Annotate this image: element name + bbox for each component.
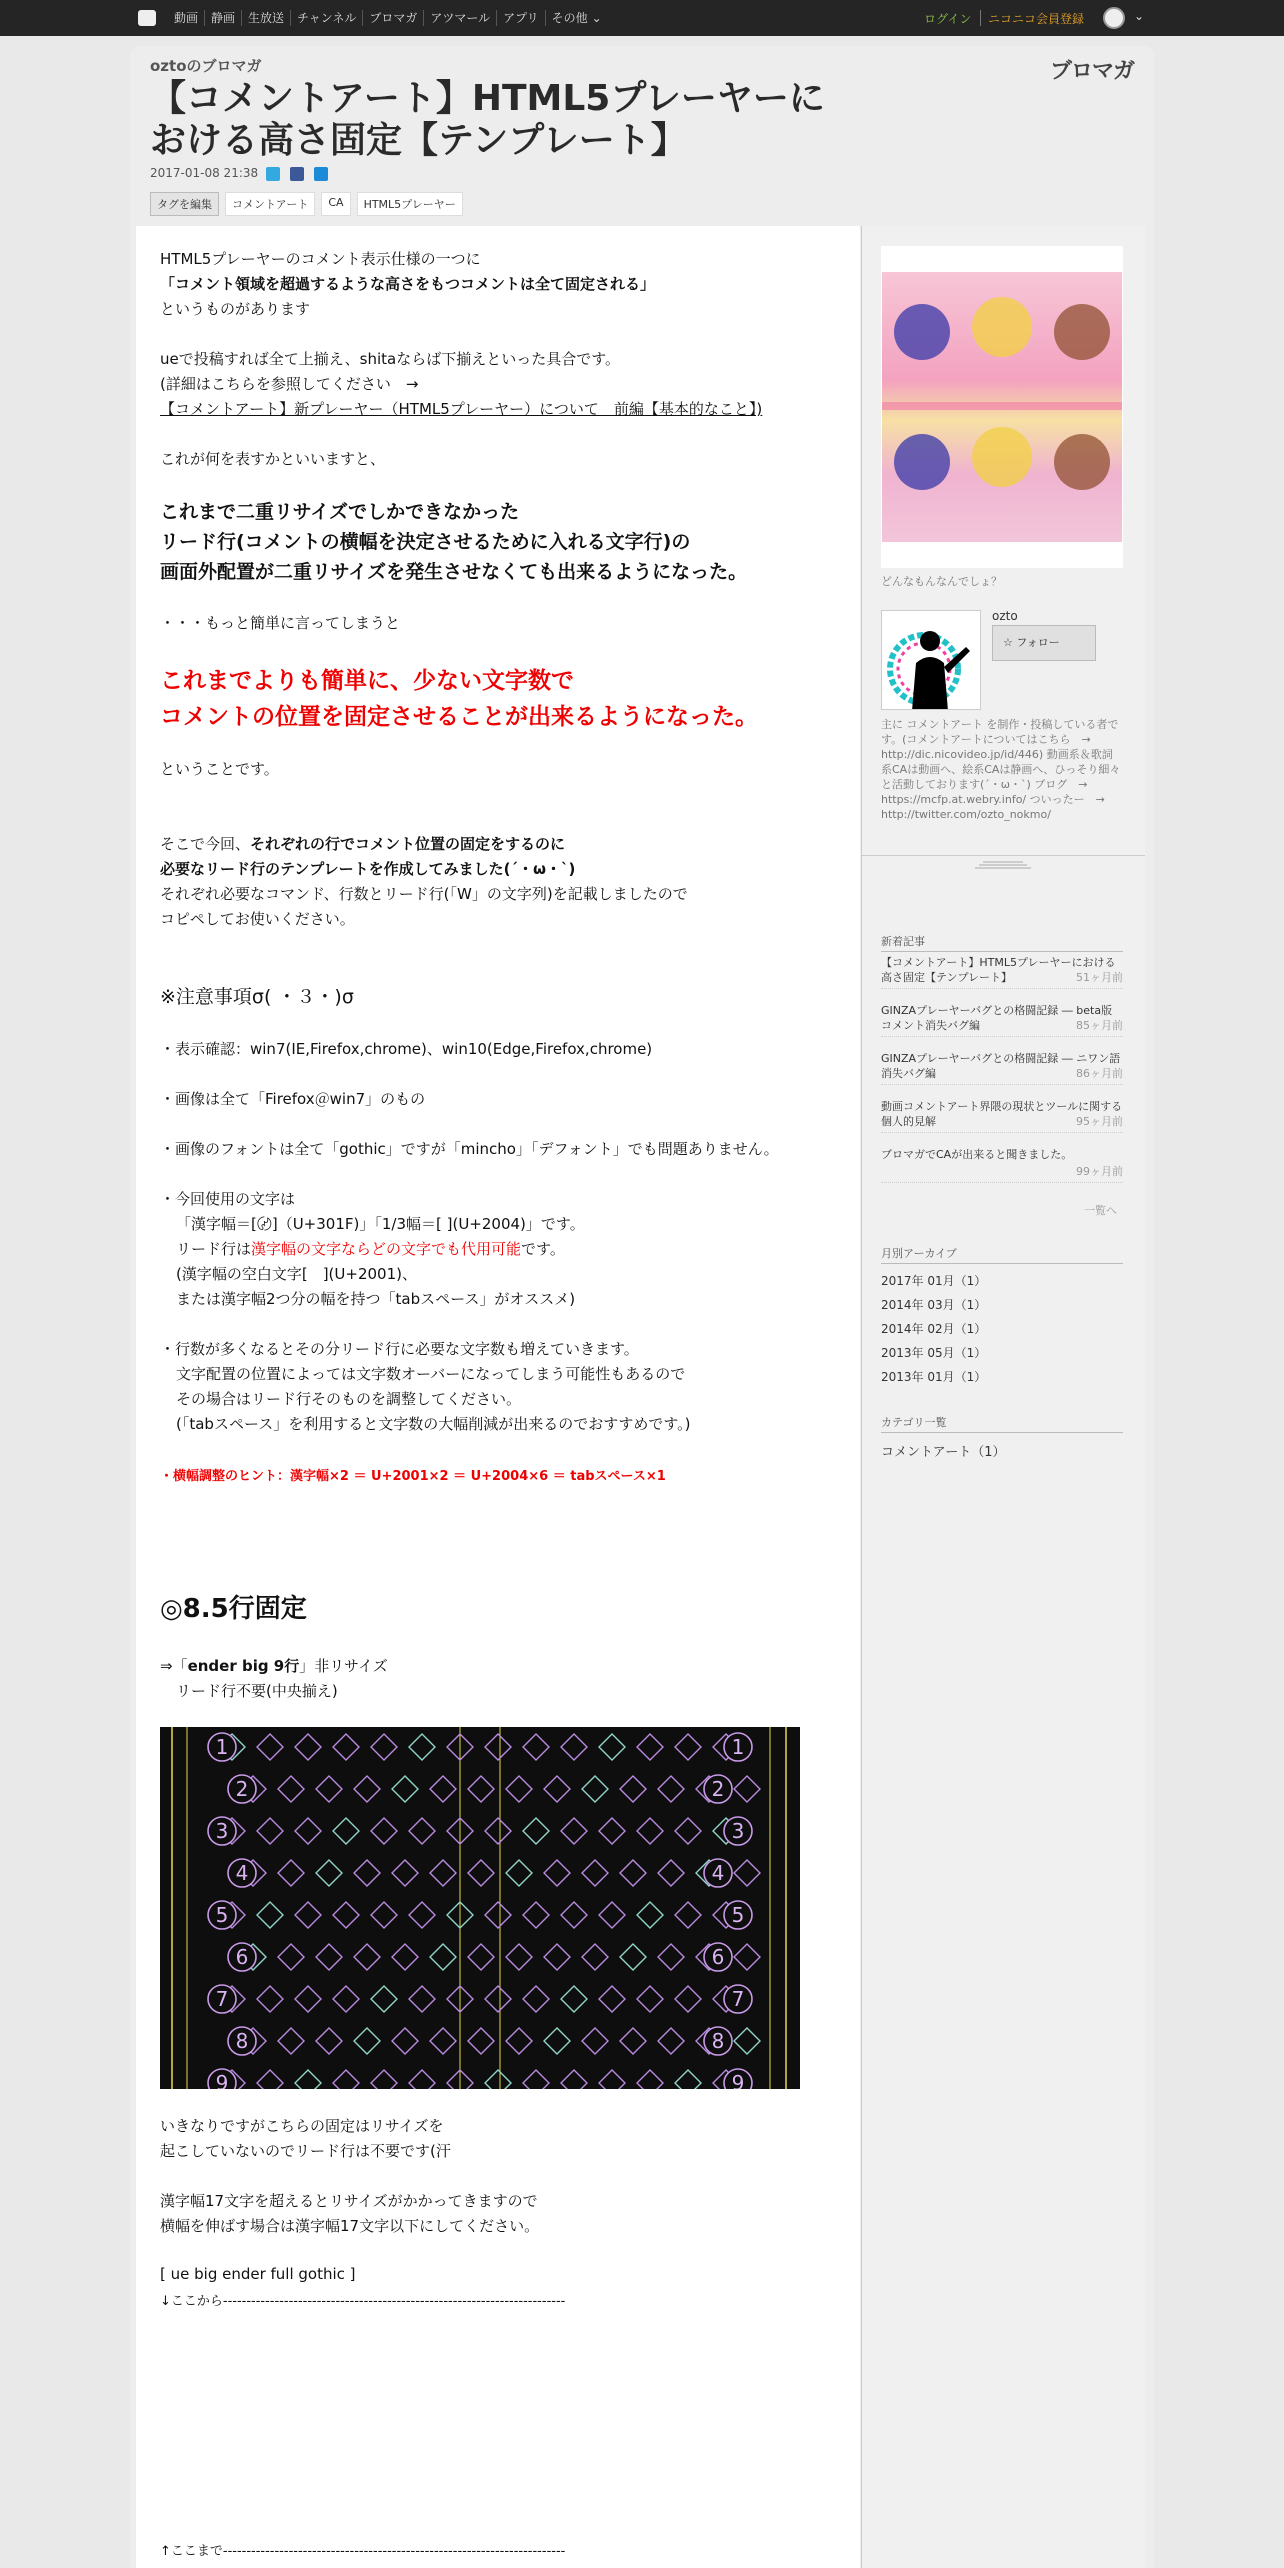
thumbnail-image[interactable] bbox=[882, 272, 1122, 542]
nav-video[interactable]: 動画 bbox=[168, 10, 205, 26]
body-text-part: です。 bbox=[521, 1240, 565, 1258]
sidebar-collapse-handle[interactable] bbox=[861, 855, 1145, 869]
row-number-label: 3 bbox=[731, 1819, 745, 1843]
article-title: GINZAプレーヤーバグとの格闘記録 ― beta版コメント消失バグ編 bbox=[881, 1004, 1113, 1032]
command-text: [ ue big ender full gothic ] bbox=[160, 2265, 356, 2283]
row-number-label: 1 bbox=[215, 1735, 229, 1759]
article-age: 86ヶ月前 bbox=[1076, 1067, 1123, 1080]
nav-live[interactable]: 生放送 bbox=[242, 10, 291, 26]
nav-other[interactable] bbox=[546, 10, 608, 26]
body-text bbox=[160, 1655, 388, 1676]
new-article-item[interactable] bbox=[881, 1099, 1123, 1133]
body-text: または漢字幅2つ分の幅を持つ「tabスペース」がオススメ) bbox=[176, 1290, 576, 1308]
body-text-red: 漢字幅の文字ならどの文字でも代用可能 bbox=[251, 1240, 522, 1258]
row-number-label: 4 bbox=[711, 1861, 725, 1885]
reference-link[interactable]: 【コメントアート】新プレーヤー（HTML5プレーヤー）について 前編【基本的なこと】) bbox=[160, 400, 763, 418]
nav-atsumaru[interactable]: アツマール bbox=[424, 10, 497, 26]
archive-item[interactable]: 2014年 02月（1） bbox=[881, 1322, 987, 1336]
body-text-bold: それぞれの行でコメント位置の固定をするのに bbox=[250, 835, 566, 853]
body-text: (「tabスペース」を利用すると文字数の大幅削減が出来るのでおすすめです。) bbox=[176, 1415, 691, 1433]
body-text: これが何を表すかといいますと、 bbox=[160, 450, 386, 468]
archive-item[interactable]: 2017年 01月（1） bbox=[881, 1274, 987, 1288]
new-article-item[interactable] bbox=[881, 1003, 1123, 1037]
body-text: ・画像は全て「Firefox＠win7」のもの bbox=[160, 1090, 426, 1108]
body-text: リード行(コメントの横幅を決定させるために入れる文字行)の bbox=[160, 531, 691, 553]
see-all-link[interactable]: 一覧へ bbox=[1084, 1204, 1117, 1217]
article-title: GINZAプレーヤーバグとの格闘記録 ― ニワン語消失バグ編 bbox=[881, 1052, 1121, 1080]
row-number-label: 5 bbox=[731, 1903, 745, 1927]
highlight-text: これまでよりも簡単に、少ない文字数で bbox=[160, 668, 574, 694]
register-link[interactable]: ニコニコ会員登録 bbox=[988, 12, 1085, 26]
new-article-item[interactable] bbox=[881, 1147, 1123, 1183]
article-title: ブロマガでCAが出来ると聞きました。 bbox=[881, 1148, 1073, 1161]
profile-silhouette-icon bbox=[882, 611, 981, 710]
profile-name[interactable]: ozto bbox=[992, 609, 1018, 623]
archive-item[interactable]: 2013年 05月（1） bbox=[881, 1346, 987, 1360]
archive-heading: 月別アーカイブ bbox=[881, 1245, 1123, 1264]
row-number-label: 6 bbox=[235, 1945, 249, 1969]
topbar-divider bbox=[980, 10, 981, 26]
article-age: 95ヶ月前 bbox=[1076, 1115, 1123, 1128]
body-text: ・・・もっと簡単に言ってしまうと bbox=[160, 614, 401, 632]
body-text: いきなりですがこちらの固定はリサイズを bbox=[160, 2117, 444, 2135]
notes-heading: ※注意事項σ( ・３・)σ bbox=[160, 986, 354, 1008]
facebook-share-icon[interactable] bbox=[290, 167, 304, 181]
article-age: 99ヶ月前 bbox=[1076, 1165, 1123, 1178]
body-text: 画面外配置が二重リサイズを発生させなくても出来るようになった。 bbox=[160, 561, 748, 583]
chevron-down-icon: ⌄ bbox=[591, 11, 602, 25]
chevron-down-icon[interactable]: ⌄ bbox=[1134, 9, 1145, 23]
row-number-label: 2 bbox=[711, 1777, 725, 1801]
niconico-logo-icon[interactable] bbox=[138, 10, 156, 26]
tag-item[interactable]: HTML5プレーヤー bbox=[357, 192, 463, 216]
body-text: (漢字幅の空白文字[ ](U+2001)、 bbox=[176, 1265, 417, 1283]
row-number-label: 1 bbox=[731, 1735, 745, 1759]
tag-item[interactable]: CA bbox=[321, 192, 350, 216]
nav-app[interactable]: アプリ bbox=[497, 10, 546, 26]
body-text: というものがあります bbox=[160, 300, 311, 318]
article-age: 51ヶ月前 bbox=[1076, 971, 1123, 984]
body-text bbox=[176, 1238, 565, 1259]
body-text: 必要なリード行のテンプレートを作成してみました(´・ω・`) bbox=[160, 860, 576, 878]
body-text: ・行数が多くなるとその分リード行に必要な文字数も増えていきます。 bbox=[160, 1340, 639, 1358]
highlight-text: コメントの位置を固定させることが出来るようになった。 bbox=[160, 704, 758, 730]
row-number-label: 9 bbox=[731, 2071, 745, 2089]
thumbnail-illustration bbox=[882, 272, 1122, 542]
archive-item[interactable]: 2014年 03月（1） bbox=[881, 1298, 987, 1312]
global-navbar bbox=[0, 0, 1284, 36]
body-text: HTML5プレーヤーのコメント表示仕様の一つに bbox=[160, 250, 481, 268]
command-text: ender big 9行 bbox=[187, 1657, 300, 1675]
post-title: 【コメントアート】HTML5プレーヤーにおける高さ固定【テンプレート】 bbox=[150, 78, 825, 161]
profile-description: 主に コメントアート を制作・投稿している者です。(コメントアートについてはこちら → http://dic.nicovideo.jp/id/446) 動画系＆歌詞系CAは動画へ、絵系CAは静画へ、ひっそり細々と活動しております(´・ω・`) ブログ → https://mcfp.at.webry.info/ ついったー → http://twitter.com/ozto_nokmo/ bbox=[881, 718, 1121, 821]
follow-label: フォロー bbox=[1016, 636, 1060, 649]
archive-item[interactable]: 2013年 01月（1） bbox=[881, 1370, 987, 1384]
grip-icon bbox=[861, 857, 1145, 871]
hint-text: ・横幅調整のヒント：漢字幅×2 ＝ U+2001×2 ＝ U+2004×6 ＝ tabスペース×1 bbox=[160, 1469, 666, 1484]
tag-list bbox=[150, 192, 463, 216]
copy-start-marker: ↓ここから------------------------------------------------------------------------- bbox=[160, 2294, 566, 2309]
new-article-item[interactable] bbox=[881, 1051, 1123, 1085]
article-age: 85ヶ月前 bbox=[1076, 1019, 1123, 1032]
body-text: それぞれ必要なコマンド、行数とリード行(「W」の文字列)を記載しましたので bbox=[160, 885, 688, 903]
profile-avatar[interactable] bbox=[881, 610, 981, 710]
body-text: ・表示確認：win7(IE,Firefox,chrome)、win10(Edge,Firefox,chrome) bbox=[160, 1040, 653, 1058]
post-date: 2017-01-08 21:38 bbox=[150, 166, 259, 180]
article-title: 【コメントアート】HTML5プレーヤーにおける高さ固定【テンプレート】 bbox=[881, 956, 1116, 984]
copy-end-marker: ↑ここまで------------------------------------------------------------------------- bbox=[160, 2544, 566, 2559]
edit-tags-button[interactable]: タグを編集 bbox=[150, 192, 219, 216]
body-text: (詳細はこちらを参照してください → bbox=[160, 375, 419, 393]
body-text: 漢字幅17文字を超えるとリサイズがかかってきますので bbox=[160, 2192, 538, 2210]
row-number-label: 8 bbox=[235, 2029, 249, 2053]
body-text: これまで二重リサイズでしかできなかった bbox=[160, 501, 520, 523]
nav-seiga[interactable]: 静画 bbox=[205, 10, 242, 26]
row-number-label: 7 bbox=[731, 1987, 745, 2011]
twitter-share-icon[interactable] bbox=[266, 167, 280, 181]
blog-name[interactable]: oztoのブロマガ bbox=[150, 57, 262, 75]
body-text: 文字配置の位置によっては文字数オーバーになってしまう可能性もあるので bbox=[176, 1365, 686, 1383]
body-text: ・今回使用の文字は bbox=[160, 1190, 296, 1208]
new-articles-heading: 新着記事 bbox=[881, 933, 1123, 952]
body-text: ということです。 bbox=[160, 760, 279, 778]
nav-blomaga[interactable]: ブロマガ bbox=[363, 10, 424, 26]
row-number-label: 5 bbox=[215, 1903, 229, 1927]
body-text: 「漢字幅＝[〄]（U+301F)」「1/3幅＝[ ](U+2004)」です。 bbox=[176, 1215, 585, 1233]
body-text: コピペしてお使いください。 bbox=[160, 910, 355, 928]
hatena-bookmark-icon[interactable] bbox=[314, 167, 328, 181]
nav-other-label: その他 bbox=[551, 11, 588, 25]
body-text: ・画像のフォントは全て「gothic」ですが「mincho」「デフォント」でも問題ありません。 bbox=[160, 1140, 779, 1158]
comment-art-svg bbox=[160, 1727, 800, 2089]
section-heading: ◎8.5行固定 bbox=[160, 1594, 307, 1624]
body-text: その場合はリード行そのものを調整してください。 bbox=[176, 1390, 522, 1408]
service-nav bbox=[168, 10, 608, 26]
new-article-item[interactable] bbox=[881, 955, 1123, 989]
comment-art-image bbox=[160, 1727, 800, 2089]
body-text: ueで投稿すれば全て上揃え、shitaならば下揃えといった具合です。 bbox=[160, 350, 621, 368]
category-item[interactable]: コメントアート（1） bbox=[881, 1445, 1006, 1460]
row-number-label: 8 bbox=[711, 2029, 725, 2053]
row-number-label: 3 bbox=[215, 1819, 229, 1843]
row-number-label: 6 bbox=[711, 1945, 725, 1969]
login-link[interactable]: ログイン bbox=[924, 12, 972, 26]
thumbnail-caption: どんなもんなんでしょ？ bbox=[881, 575, 1002, 588]
row-number-label: 9 bbox=[215, 2071, 229, 2089]
body-text bbox=[160, 833, 565, 854]
article-title: 動画コメントアート界隈の現状とツールに関する個人的見解 bbox=[881, 1100, 1123, 1128]
row-number-label: 7 bbox=[215, 1987, 229, 2011]
tag-item[interactable]: コメントアート bbox=[225, 192, 315, 216]
body-text-part: そこで今回、 bbox=[160, 835, 251, 853]
body-text-part: リード行は bbox=[176, 1240, 252, 1258]
row-number-label: 4 bbox=[235, 1861, 249, 1885]
body-text-part: 」非リサイズ bbox=[299, 1657, 388, 1675]
nav-channel[interactable]: チャンネル bbox=[291, 10, 363, 26]
category-heading: カテゴリ一覧 bbox=[881, 1414, 1123, 1433]
star-icon: ☆ bbox=[1003, 636, 1017, 649]
follow-button[interactable] bbox=[992, 625, 1096, 661]
body-text: リード行不要(中央揃え) bbox=[176, 1682, 338, 1700]
body-text-part: ⇒「 bbox=[160, 1657, 188, 1675]
row-number-label: 2 bbox=[235, 1777, 249, 1801]
body-text: 「コメント領域を超過するような高さをもつコメントは全て固定される」 bbox=[160, 275, 656, 293]
body-text: 横幅を伸ばす場合は漢字幅17文字以下にしてください。 bbox=[160, 2217, 540, 2235]
user-avatar-icon[interactable] bbox=[1103, 7, 1125, 29]
blomaga-logo[interactable]: ブロマガ bbox=[1050, 58, 1135, 83]
body-text: 起こしていないのでリード行は不要です(汗 bbox=[160, 2142, 451, 2160]
